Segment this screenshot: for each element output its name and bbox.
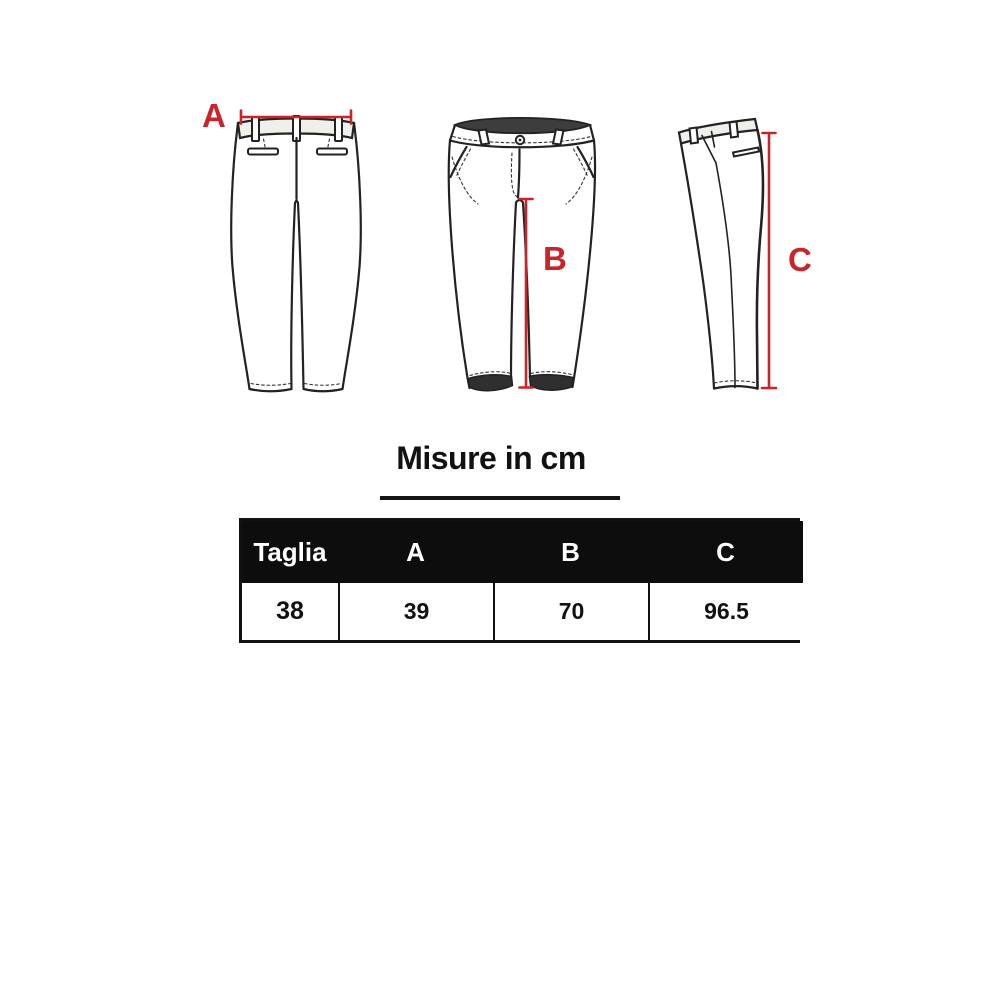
side-pocket-welt bbox=[733, 148, 759, 157]
front-outline bbox=[450, 125, 455, 141]
size-table-data-row bbox=[242, 583, 797, 640]
front-outline bbox=[590, 125, 594, 141]
back-outline bbox=[231, 123, 249, 389]
front-outline bbox=[573, 141, 595, 388]
size-value-taglia: 38 bbox=[242, 583, 338, 640]
pants-back-view bbox=[231, 111, 361, 392]
measure-c-line bbox=[762, 133, 776, 388]
front-belt-loop bbox=[553, 130, 564, 145]
front-hem-cuff bbox=[469, 375, 513, 391]
front-fly-stitch bbox=[511, 153, 518, 198]
back-belt-loop bbox=[335, 117, 342, 141]
size-table-header-a: A bbox=[338, 521, 493, 583]
size-value-c: 96.5 bbox=[648, 583, 803, 640]
size-table-header-row bbox=[242, 521, 797, 583]
measure-label-c: C bbox=[788, 241, 812, 278]
front-button-hole bbox=[519, 139, 522, 142]
side-belt-loop bbox=[730, 122, 739, 138]
side-outline bbox=[681, 144, 714, 389]
front-pocket-opening bbox=[578, 147, 594, 177]
size-table bbox=[239, 518, 800, 643]
side-belt-loop bbox=[690, 128, 699, 144]
back-hem bbox=[304, 389, 343, 391]
side-outline bbox=[757, 130, 763, 389]
page-title: Misure in cm bbox=[396, 440, 586, 476]
size-table-header-b: B bbox=[493, 521, 648, 583]
back-inseam bbox=[291, 201, 303, 388]
pants-technical-drawings bbox=[0, 0, 1000, 450]
back-pocket-welt bbox=[248, 149, 278, 155]
front-hem-cuff bbox=[530, 375, 574, 391]
front-waistband-lining bbox=[455, 118, 590, 133]
back-hem bbox=[250, 389, 292, 391]
size-table-header-taglia: Taglia bbox=[242, 521, 338, 583]
measure-label-b: B bbox=[543, 240, 567, 277]
pants-side-view bbox=[679, 119, 776, 389]
side-crease bbox=[716, 163, 735, 388]
measure-label-a: A bbox=[202, 97, 226, 134]
size-value-a: 39 bbox=[338, 583, 493, 640]
pants-front-view bbox=[449, 118, 595, 391]
side-dart bbox=[702, 136, 716, 164]
back-hem-stitch bbox=[251, 384, 291, 386]
back-belt-loop bbox=[252, 117, 259, 141]
back-outline bbox=[343, 123, 361, 389]
back-hem-stitch bbox=[305, 384, 342, 386]
front-pocket-opening bbox=[451, 147, 467, 177]
size-value-b: 70 bbox=[493, 583, 648, 640]
front-belt-loop bbox=[479, 130, 490, 145]
back-pocket-welt bbox=[317, 149, 347, 155]
size-table-header-c: C bbox=[648, 521, 803, 583]
title-underline bbox=[380, 496, 620, 500]
front-fly-seam bbox=[518, 150, 520, 198]
